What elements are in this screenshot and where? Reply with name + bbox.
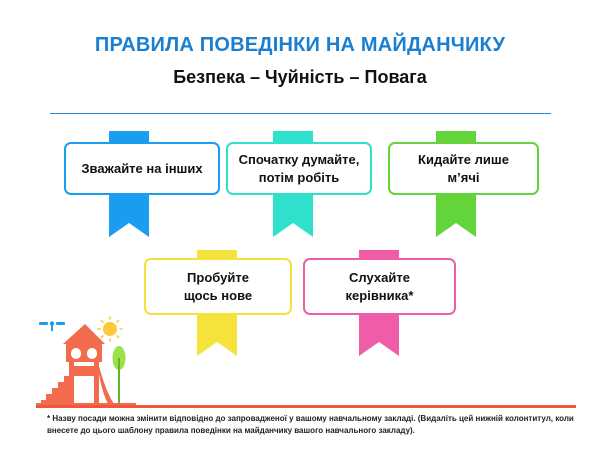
sun-icon	[98, 317, 122, 341]
rule-card-2-text: Спочатку думайте, потім робіть	[238, 151, 360, 185]
rule-card-4	[144, 258, 292, 315]
playground-illustration	[36, 316, 136, 408]
footnote: * Назву посади можна змінити відповідно до запровадженої у вашому навчальному закладі. (Видаліть цей нижній колонтитул, коли внесете до цього шаблону правила поведінки на майданчику вашого навчального закладу).	[47, 414, 574, 435]
page-title: ПРАВИЛА ПОВЕДІНКИ НА МАЙДАНЧИКУ	[94, 34, 506, 56]
play-tower	[66, 344, 102, 404]
footer-divider	[36, 405, 576, 408]
rule-card-2	[226, 142, 372, 195]
rule-card-3-text: Кидайте лише м’ячі	[418, 151, 509, 185]
rule-card-1-text: Зважайте на інших	[81, 160, 203, 176]
tree-icon	[113, 346, 126, 404]
rule-card-3	[388, 142, 539, 195]
stairs	[41, 376, 69, 404]
rule-card-5	[303, 258, 456, 315]
title-divider	[50, 113, 551, 114]
rule-card-4-text: Пробуйте щось нове	[183, 269, 253, 303]
slide	[99, 366, 114, 404]
propeller-icon	[39, 321, 65, 331]
rule-card-5-text: Слухайте керівника*	[345, 269, 414, 303]
tower-roof	[63, 324, 105, 344]
rule-card-1	[64, 142, 220, 195]
page-subtitle: Безпека – Чуйність – Повага	[173, 67, 427, 87]
